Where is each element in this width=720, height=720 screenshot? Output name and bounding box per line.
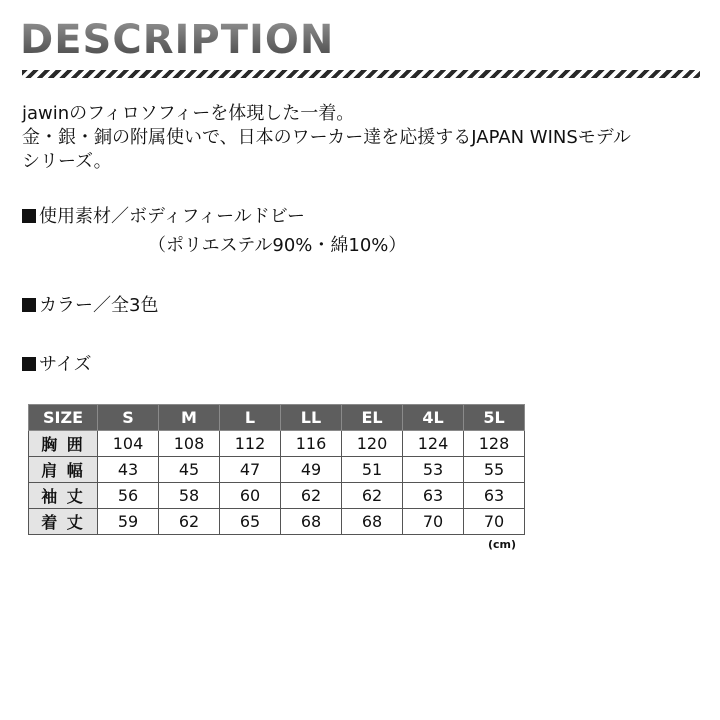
diagonal-stripe-divider xyxy=(22,70,700,78)
header-cell-el: EL xyxy=(342,405,403,431)
table-cell: 112 xyxy=(220,431,281,457)
table-cell: 45 xyxy=(159,457,220,483)
table-cell: 51 xyxy=(342,457,403,483)
header-cell-ll: LL xyxy=(281,405,342,431)
table-cell: 104 xyxy=(98,431,159,457)
size-spec xyxy=(22,353,92,377)
material-label: 使用素材／ボディフィールドビー xyxy=(39,206,306,227)
row-label-length: 着 丈 xyxy=(29,509,98,535)
table-cell: 124 xyxy=(403,431,464,457)
header-cell-m: M xyxy=(159,405,220,431)
table-cell: 56 xyxy=(98,483,159,509)
table-cell: 62 xyxy=(159,509,220,535)
intro-text xyxy=(22,102,631,174)
page-heading: DESCRIPTION xyxy=(20,14,334,66)
table-row xyxy=(29,431,525,457)
table-cell: 43 xyxy=(98,457,159,483)
table-cell: 63 xyxy=(464,483,525,509)
table-cell: 58 xyxy=(159,483,220,509)
row-label-sleeve: 袖 丈 xyxy=(29,483,98,509)
unit-label: (cm) xyxy=(488,538,517,551)
header-cell-4l: 4L xyxy=(403,405,464,431)
material-detail: （ポリエステル90%・綿10%） xyxy=(148,235,407,256)
table-cell: 49 xyxy=(281,457,342,483)
header-cell-5l: 5L xyxy=(464,405,525,431)
size-table xyxy=(28,404,525,535)
table-cell: 70 xyxy=(403,509,464,535)
table-row xyxy=(29,483,525,509)
square-bullet-icon xyxy=(22,298,36,312)
square-bullet-icon xyxy=(22,209,36,223)
table-cell: 47 xyxy=(220,457,281,483)
size-label: サイズ xyxy=(39,354,92,375)
header-cell-l: L xyxy=(220,405,281,431)
table-cell: 70 xyxy=(464,509,525,535)
size-table-header-row xyxy=(29,405,525,431)
table-cell: 62 xyxy=(281,483,342,509)
header-cell-s: S xyxy=(98,405,159,431)
row-label-chest: 胸 囲 xyxy=(29,431,98,457)
table-cell: 68 xyxy=(281,509,342,535)
table-cell: 128 xyxy=(464,431,525,457)
intro-line-1: jawinのフィロソフィーを体現した一着。 xyxy=(22,103,355,124)
table-cell: 68 xyxy=(342,509,403,535)
color-spec xyxy=(22,294,158,318)
table-cell: 65 xyxy=(220,509,281,535)
table-cell: 116 xyxy=(281,431,342,457)
table-cell: 55 xyxy=(464,457,525,483)
table-cell: 62 xyxy=(342,483,403,509)
material-spec xyxy=(22,205,305,229)
square-bullet-icon xyxy=(22,357,36,371)
table-row xyxy=(29,509,525,535)
intro-line-3: シリーズ。 xyxy=(22,151,112,172)
intro-line-2: 金・銀・銅の附属使いで、日本のワーカー達を応援するJAPAN WINSモデル xyxy=(22,127,631,148)
table-cell: 53 xyxy=(403,457,464,483)
table-cell: 108 xyxy=(159,431,220,457)
table-row xyxy=(29,457,525,483)
table-cell: 63 xyxy=(403,483,464,509)
table-cell: 120 xyxy=(342,431,403,457)
table-cell: 60 xyxy=(220,483,281,509)
row-label-shoulder: 肩 幅 xyxy=(29,457,98,483)
color-label: カラー／全3色 xyxy=(39,295,159,316)
table-cell: 59 xyxy=(98,509,159,535)
header-cell-size: SIZE xyxy=(29,405,98,431)
